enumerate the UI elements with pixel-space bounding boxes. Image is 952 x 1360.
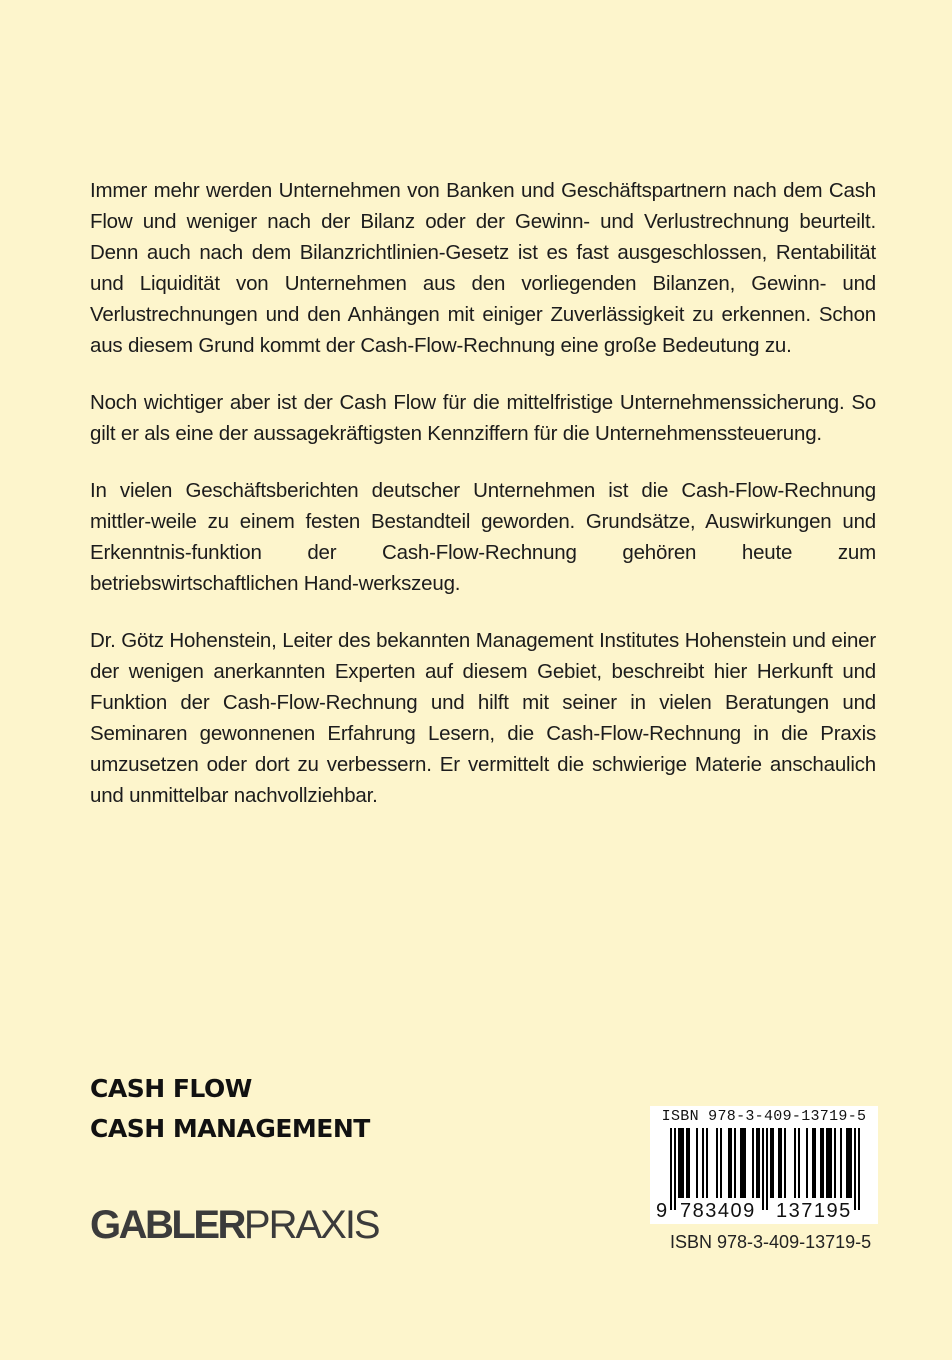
barcode-bar: [772, 1128, 774, 1198]
ean-digits-left: 783409: [680, 1200, 756, 1222]
barcode-bar: [814, 1128, 816, 1198]
barcode-bar: [720, 1128, 722, 1198]
publisher-imprint: PRAXIS: [243, 1203, 379, 1247]
barcode-bar: [744, 1128, 746, 1198]
barcode-bar: [686, 1128, 688, 1198]
barcode-bar: [812, 1128, 814, 1198]
series-title-cash-flow: CASH FLOW: [90, 1074, 252, 1103]
barcode-panel: [650, 1106, 878, 1224]
barcode-bar: [702, 1128, 704, 1198]
barcode-bar: [834, 1128, 836, 1198]
publisher-name: GABLER: [90, 1203, 244, 1247]
barcode-bar: [678, 1128, 680, 1198]
barcode-bar: [830, 1128, 832, 1198]
barcode-guard-bar: [762, 1128, 764, 1210]
barcode-bar: [752, 1128, 754, 1198]
barcode-bar: [840, 1128, 842, 1198]
barcode-bar: [680, 1128, 682, 1198]
barcode-bar: [780, 1128, 782, 1198]
back-cover-blurb: [90, 175, 876, 837]
barcode-guard-bar: [766, 1128, 768, 1210]
barcode-bar: [846, 1128, 848, 1198]
barcode-bar: [758, 1128, 760, 1198]
barcode-guard-bar: [858, 1128, 860, 1210]
barcode-guard-bar: [674, 1128, 676, 1210]
barcode-bar: [820, 1128, 822, 1198]
barcode-bar: [740, 1128, 742, 1198]
ean-digits-right: 137195: [776, 1200, 852, 1222]
barcode-bar: [828, 1128, 830, 1198]
barcode-bar: [826, 1128, 828, 1198]
barcode-bar: [682, 1128, 684, 1198]
barcode-bar: [770, 1128, 772, 1198]
barcode-bar: [728, 1128, 730, 1198]
barcode-bar: [784, 1128, 786, 1198]
blurb-paragraph-4: Dr. Götz Hohenstein, Leiter des bekannten Management Institutes Hohenstein und einer der wenigen anerkannten Experten auf diesem Gebiet, beschreibt hier Herkunft und Funktion der Cash-Flow-Rechnung und hilft mit seiner in vielen Beratungen und Seminaren gewonnenen Erfahrung Lesern, die Cash-Flow-Rechnung in die Praxis umzusetzen oder dort zu verbessern. Er vermittelt die schwierige Materie anschaulich und unmittelbar nachvollziehbar.: [90, 629, 876, 807]
barcode-bar: [730, 1128, 732, 1198]
barcode-bar: [778, 1128, 780, 1198]
barcode-bar: [756, 1128, 758, 1198]
blurb-paragraph-2: Noch wichtiger aber ist der Cash Flow für die mittelfristige Unternehmenssicherung. So gilt er als eine der aussagekräftigsten Kennziffern für die Unternehmenssteuerung.: [90, 391, 876, 445]
barcode-bar: [734, 1128, 736, 1198]
barcode-bar: [742, 1128, 744, 1198]
barcode-bar: [850, 1128, 852, 1198]
ean-digit-first: 9: [656, 1200, 668, 1222]
barcode-bar: [688, 1128, 690, 1198]
barcode-guard-bar: [670, 1128, 672, 1210]
barcode-bar: [848, 1128, 850, 1198]
isbn-label-bottom: ISBN 978-3-409-13719-5: [670, 1232, 872, 1252]
blurb-paragraph-1: Immer mehr werden Unternehmen von Banken und Geschäftspartnern nach dem Cash Flow und weniger nach der Bilanz oder der Gewinn- und Verlustrechnung beurteilt. Denn auch nach dem Bilanzrichtlinien-Gesetz ist es fast ausgeschlossen, Rentabilität und Liquidität von Unternehmen aus den vorliegenden Bilanzen, Gewinn- und Verlustrechnungen und den Anhängen mit einiger Zuverlässigkeit zu erkennen. Schon aus diesem Grund kommt der Cash-Flow-Rechnung eine große Bedeutung zu.: [90, 179, 876, 357]
barcode-bar: [822, 1128, 824, 1198]
barcode-bar: [706, 1128, 708, 1198]
barcode-bar: [806, 1128, 808, 1198]
publisher-logo: [90, 1205, 379, 1245]
barcode-bar: [716, 1128, 718, 1198]
series-title-cash-management: CASH MANAGEMENT: [90, 1114, 370, 1143]
barcode-bar: [794, 1128, 796, 1198]
barcode-guard-bar: [854, 1128, 856, 1210]
isbn-label-top: ISBN 978-3-409-13719-5: [661, 1108, 867, 1125]
blurb-paragraph-3: In vielen Geschäftsberichten deutscher Unternehmen ist die Cash-Flow-Rechnung mittler-weile zu einem festen Bestandteil geworden. Grundsätze, Auswirkungen und Erkenntnis-funktion der Cash-Flow-Rechnung gehören heute zum betriebswirtschaftlichen Hand-werkszeug.: [90, 479, 876, 595]
barcode-bar: [798, 1128, 800, 1198]
barcode-bar: [696, 1128, 698, 1198]
